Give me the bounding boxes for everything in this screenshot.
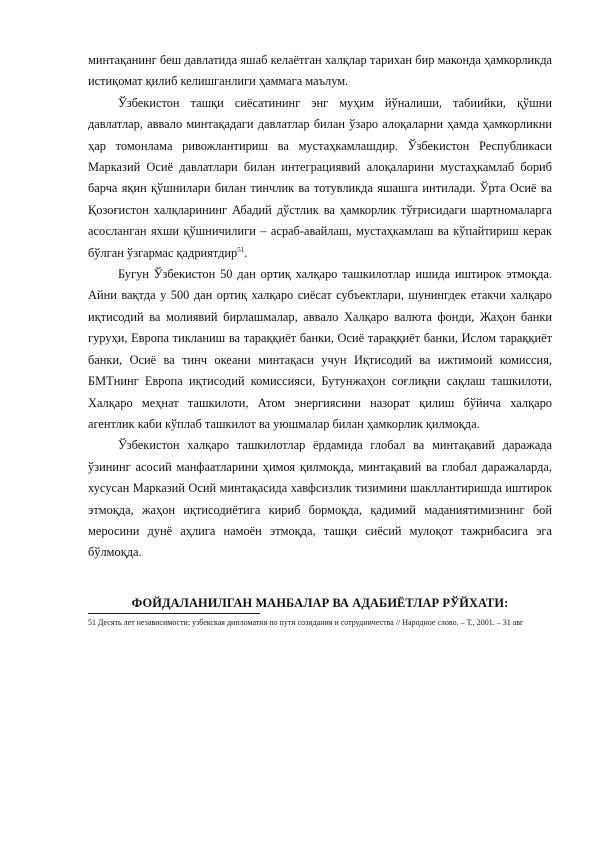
paragraph-1: минтақанинг беш давлатида яшаб келаётган халқлар тарихан бир маконда ҳамкорликда истиқомат қилиб келишганлиги ҳаммага маълум.: [88, 53, 552, 89]
document-page: [88, 50, 552, 630]
paragraph-2-end: .: [244, 245, 248, 260]
paragraph-4: Ўзбекистон халқаро ташкилотлар ёрдамида глобал ва минтақавий даражада ўзининг асосий манфаатларини ҳимоя қилмоқда, минтақавий ва глобал даражаларда, хусусан Марказий Осий минтақасида хавфсизлик тизимини шакллантиришда иштирок этмоқда, жаҳон иқтисодиётига кириб бормоқда, қадимий маданиятимизнинг бой меросини дунё аҳлига намоён этмоқда, ташқи сиёсий мулоқот тажрибасига эга бўлмоқда.: [88, 438, 552, 560]
footnote-divider: [88, 613, 260, 614]
paragraph-2-text: Ўзбекистон ташқи сиёсатининг энг муҳим йўналиши, табиийки, қўшни давлатлар, аввало минтақадаги давлатлар билан ўзаро алоқаларни ҳамда ҳамкорликни ҳар томонлама ривожлантириш ва мустаҳкамлашдир. Ўзбекистон Республикаси Марказий Осиё давлатлари билан интеграциявий алоқаларини мустаҳкамлаб бориб барча яқин қўшнилари билан тинчлик ва тотувликда яшашга интилади. Ўрта Осиё ва Қозоғистон халқларининг Абадий дўстлик ва ҳамкорлик тўғрисидаги шартномаларга асосланган яхши қўшничилиги – асраб-авайлаш, мустаҳкамлаш ва кўпайтириш керак бўлган ўзгармас қадриятдир: [88, 95, 552, 260]
footnote-reference[interactable]: 51: [237, 245, 245, 254]
references-heading: ФОЙДАЛАНИЛГАН МАНБАЛАР ВА АДАБИЁТЛАР РЎЙХАТИ:: [131, 595, 509, 610]
paragraph-2: [88, 93, 552, 264]
paragraph-3: Бугун Ўзбекистон 50 дан ортиқ халқаро ташкилотлар ишида иштирок этмоқда. Айни вақтда у 500 дан ортиқ халқаро сиёсат субъектлари, шунингдек етакчи халқаро иқтисодий ва молиявий бирлашмалар, аввало Халқаро валюта фонди, Жаҳон банки гуруҳи, Европа тикланиш ва тараққиёт банки, Осиё тараққиёт банки, Ислом тараққиёт банки, Осиё ва тинч океани минтақаси учун Иқтисодий ва ижтимоий комиссия, БМТнинг Европа иқтисодий комиссияси, Бутунжаҳон соғлиқни сақлаш ташкилоти, Халқаро меҳнат ташкилоти, Атом энергиясини назорат қилиш бўйича халқаро агентлик каби кўплаб ташкилот ва уюшмалар билан ҳамкорлик қилмоқда.: [88, 267, 552, 431]
footnote-text: 51 Десять лет независимости: узбекская дипломатия по пути созидания и сотрудничества // Народное слово. – Т., 2001. – 31 авг: [88, 617, 524, 627]
